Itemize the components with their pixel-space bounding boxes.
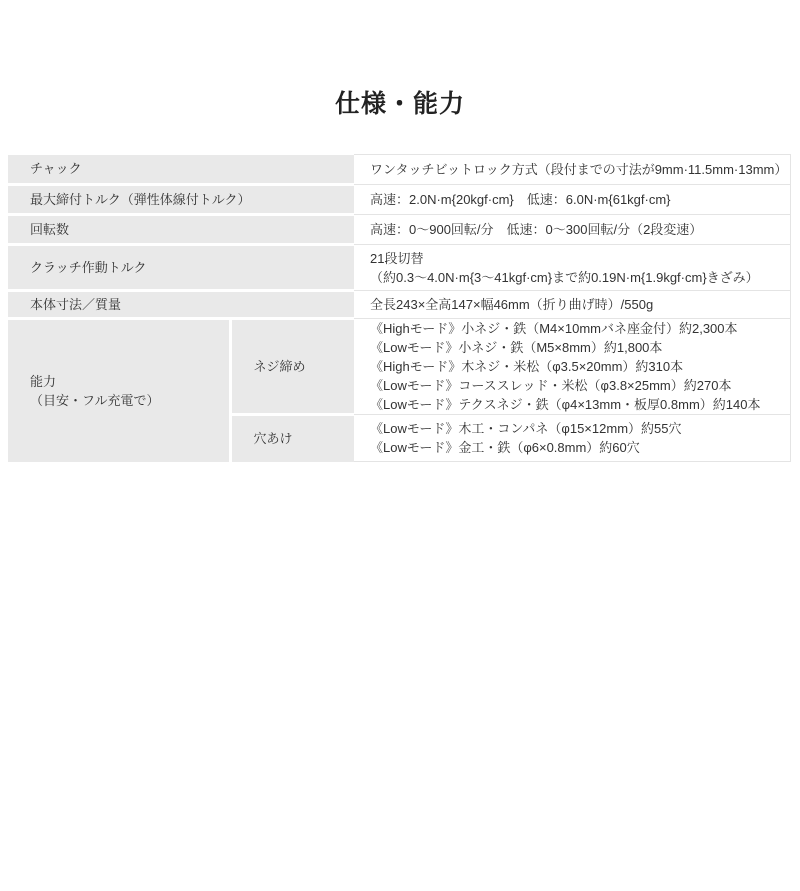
row-label-capability — [8, 319, 230, 462]
value-line: 《Lowモード》金工・鉄（φ6×0.8mm）約60穴 — [370, 440, 640, 455]
row-value-rotation — [354, 215, 791, 245]
value-line: 21段切替 — [370, 250, 424, 266]
spec-table — [8, 154, 791, 462]
row-label-clutch: クラッチ作動トルク — [8, 245, 354, 291]
value-line: 高速：2.0N·m{20kgf·cm} 低速：6.0N·m{61kgf·cm} — [370, 192, 671, 207]
spec-row-rotation — [8, 215, 791, 245]
row-value-drilling — [354, 415, 791, 462]
value-line: 《Highモード》木ネジ・米松（φ3.5×20mm）約310本 — [370, 359, 684, 374]
row-value-max-torque — [354, 185, 791, 215]
value-line: 《Lowモード》テクスネジ・鉄（φ4×13mm・板厚0.8mm）約140本 — [370, 397, 761, 412]
value-line: （約0.3～4.0N·m{3～41kgf·cm}まで約0.19N·m{1.9kgf·cm}きざみ） — [370, 269, 759, 285]
value-line: ワンタッチビットロック方式（段付までの寸法が9mm·11.5mm·13mm） — [370, 162, 788, 177]
row-label-rotation: 回転数 — [8, 215, 354, 245]
value-line: 全長243×全高147×幅46mm（折り曲げ時）/550g — [370, 297, 654, 312]
row-value-clutch — [354, 245, 791, 291]
capability-label-line2: （目安・フル充電で） — [30, 392, 160, 408]
value-line: 《Lowモード》小ネジ・鉄（M5×8mm）約1,800本 — [370, 340, 663, 355]
spec-row-clutch — [8, 245, 791, 291]
sub-label-screw-tightening: ネジ締め — [230, 319, 354, 415]
capability-label-line1: 能力 — [30, 373, 57, 389]
spec-row-dimensions — [8, 291, 791, 319]
row-label-max-torque: 最大締付トルク（弾性体線付トルク） — [8, 185, 354, 215]
value-line: 《Lowモード》木工・コンパネ（φ15×12mm）約55穴 — [370, 421, 682, 436]
row-value-screw-tightening — [354, 319, 791, 415]
spec-row-max-torque — [8, 185, 791, 215]
spec-row-chuck — [8, 155, 791, 185]
row-value-dimensions — [354, 291, 791, 319]
row-label-dimensions: 本体寸法／質量 — [8, 291, 354, 319]
sub-label-drilling: 穴あけ — [230, 415, 354, 462]
row-value-chuck — [354, 155, 791, 185]
value-line: 《Highモード》小ネジ・鉄（M4×10mmバネ座金付）約2,300本 — [370, 321, 738, 336]
spec-row-capability-screw — [8, 319, 791, 415]
value-line: 高速：0～900回転/分 低速：0～300回転/分（2段変速） — [370, 222, 703, 237]
row-label-chuck: チャック — [8, 155, 354, 185]
value-line: 《Lowモード》コーススレッド・米松（φ3.8×25mm）約270本 — [370, 378, 732, 393]
page-title: 仕様・能力 — [334, 90, 465, 118]
